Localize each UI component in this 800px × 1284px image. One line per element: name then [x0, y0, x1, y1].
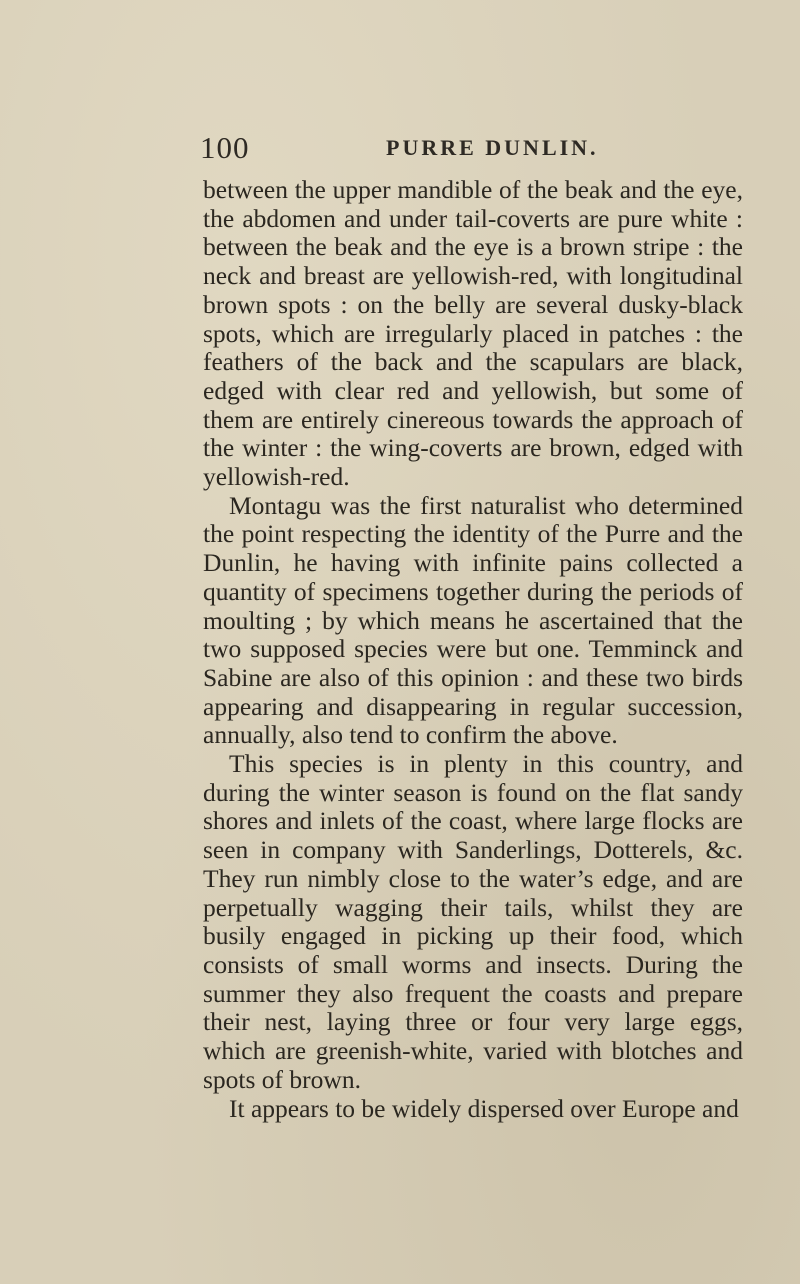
paragraph-continued: between the upper mandible of the beak and the eye, the abdomen and under tail-coverts are pure white : between the beak and the eye is a brown stripe : the neck and breast are yellowish-red, with longitudinal brown spots : on the belly are several dusky-black spots, which are irregularly placed in patches : the feathers of the back and the scapulars are black, edged with clear red and yellowish, but some of them are entirely cinereous towards the approach of the winter : the wing-coverts are brown, edged with yellowish-red. [203, 175, 743, 492]
page-number: 100 [200, 130, 250, 165]
paragraph-montagu: Montagu was the first naturalist who determined the point respecting the identity of the Purre and the Dunlin, he having with infinite pains collected a quantity of specimens together during the periods of moulting ; by which means he ascertained that the two supposed species were but one. Temminck and Sabine are also of this opinion : and these two birds appearing and disappearing in regular succession, annually, also tend to confirm the above. [203, 490, 743, 750]
paragraph-habitat: This species is in plenty in this country, and during the winter season is found on the flat sandy shores and inlets of the coast, where large flocks are seen in company with Sanderlings, Dotterels, &c. They run nimbly close to the water’s edge, and are perpetually wagging their tails, whilst they are busily engaged in picking up their food, which consists of small worms and insects. During the summer they also frequent the coasts and prepare their nest, laying three or four very large eggs, which are greenish-white, varied with blotches and spots of brown. [203, 749, 743, 1094]
paragraph-distribution: It appears to be widely dispersed over Europe and [229, 1093, 739, 1123]
running-head [200, 130, 760, 170]
body-text [203, 176, 743, 1123]
running-title: PURRE DUNLIN. [386, 135, 599, 160]
